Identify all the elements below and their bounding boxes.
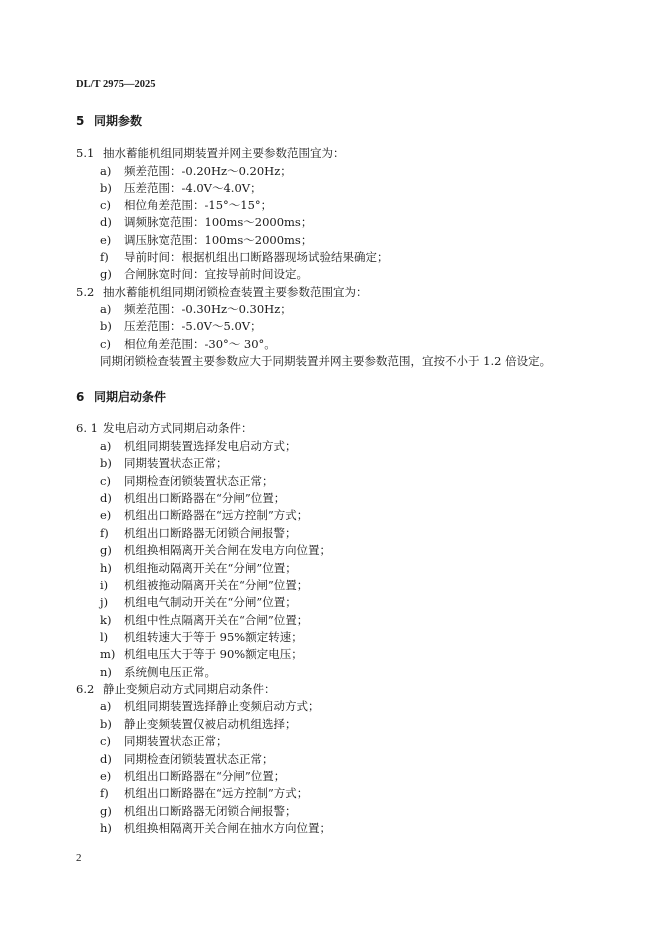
- item-label: b): [100, 319, 112, 333]
- item-text: 机组出口断路器在“远方控制”方式；: [124, 786, 309, 800]
- item-text: 导前时间：根据机组出口断路器现场试验结果确定；: [124, 250, 389, 264]
- list-item: [100, 698, 320, 715]
- document-code: DL/T 2975—2025: [76, 79, 156, 90]
- list-item: [100, 751, 274, 768]
- item-text: 系统侧电压正常。: [124, 665, 216, 679]
- item-label: h): [100, 561, 112, 575]
- list-item: [100, 336, 276, 353]
- item-text: 机组同期装置选择发电启动方式；: [124, 439, 297, 453]
- list-item: [100, 594, 297, 611]
- list-item: [100, 646, 303, 663]
- section-5-heading: [76, 112, 142, 129]
- list-item: [100, 733, 228, 750]
- item-text: 机组中性点隔离开关在“合闸”位置；: [124, 613, 309, 627]
- section-title: 同期参数: [94, 114, 143, 128]
- clause-text: 抽水蓄能机组同期闭锁检查装置主要参数范围宜为：: [103, 285, 368, 299]
- list-item: [100, 560, 297, 577]
- clause-text: 抽水蓄能机组同期装置并网主要参数范围宜为：: [103, 146, 345, 160]
- item-text: 同期检查闭锁装置状态正常；: [124, 474, 274, 488]
- item-label: c): [100, 337, 111, 351]
- item-text: 机组拖动隔离开关在“分闸”位置；: [124, 561, 297, 575]
- list-item: [100, 249, 389, 266]
- clause-number: 5.2: [76, 285, 95, 299]
- item-label: b): [100, 717, 112, 731]
- item-text: 频差范围：-0.20Hz～0.20Hz；: [124, 164, 292, 178]
- section-number: 5: [76, 114, 85, 128]
- item-text: 合闸脉宽时间：宜按导前时间设定。: [124, 267, 308, 281]
- list-item: [100, 180, 262, 197]
- clause-6-2: [76, 681, 276, 698]
- item-label: f): [100, 526, 109, 540]
- list-item: [100, 455, 228, 472]
- clause-text: 静止变频启动方式同期启动条件：: [103, 682, 276, 696]
- item-text: 机组出口断路器在“远方控制”方式；: [124, 508, 309, 522]
- item-label: a): [100, 164, 112, 178]
- item-label: e): [100, 769, 112, 783]
- list-item: [100, 490, 285, 507]
- item-label: i): [100, 578, 109, 592]
- section-6-heading: [76, 388, 166, 405]
- list-item: [100, 785, 308, 802]
- list-item: [100, 507, 308, 524]
- list-item: [100, 629, 303, 646]
- item-label: e): [100, 233, 112, 247]
- item-text: 同期装置状态正常；: [124, 456, 228, 470]
- item-label: h): [100, 821, 112, 835]
- list-item: [100, 197, 272, 214]
- item-label: g): [100, 267, 112, 281]
- item-label: d): [100, 752, 112, 766]
- list-item: [100, 525, 297, 542]
- clause-text: 发电启动方式同期启动条件：: [103, 421, 253, 435]
- clause-5-2: [76, 284, 368, 301]
- item-label: c): [100, 734, 111, 748]
- item-text: 机组同期装置选择静止变频启动方式；: [124, 699, 320, 713]
- item-text: 机组被拖动隔离开关在“分闸”位置；: [124, 578, 309, 592]
- list-item: [100, 768, 285, 785]
- item-label: e): [100, 508, 112, 522]
- list-item: [100, 163, 292, 180]
- item-label: f): [100, 786, 109, 800]
- item-text: 压差范围：-5.0V～5.0V；: [124, 319, 262, 333]
- item-text: 同期装置状态正常；: [124, 734, 228, 748]
- item-label: n): [100, 665, 112, 679]
- clause-5-1: [76, 145, 345, 162]
- list-item: [100, 214, 312, 231]
- item-label: f): [100, 250, 109, 264]
- item-text: 机组换相隔离开关合闸在抽水方向位置；: [124, 821, 331, 835]
- item-label: a): [100, 439, 112, 453]
- clause-number: 6.2: [76, 682, 95, 696]
- clause-6-1: [76, 420, 253, 437]
- item-label: a): [100, 699, 112, 713]
- item-text: 机组出口断路器在“分闸”位置；: [124, 769, 286, 783]
- item-label: c): [100, 474, 111, 488]
- item-label: d): [100, 491, 112, 505]
- item-label: k): [100, 613, 112, 627]
- item-text: 同期检查闭锁装置状态正常；: [124, 752, 274, 766]
- item-label: g): [100, 543, 112, 557]
- item-label: b): [100, 456, 112, 470]
- section-number: 6: [76, 390, 85, 404]
- list-item: [100, 612, 308, 629]
- item-label: g): [100, 804, 112, 818]
- item-text: 机组转速大于等于 95%额定转速；: [124, 630, 303, 644]
- list-item: [100, 473, 274, 490]
- list-item: [100, 266, 308, 283]
- item-text: 机组出口断路器无闭锁合闸报警；: [124, 804, 297, 818]
- item-label: j): [100, 595, 109, 609]
- item-label: d): [100, 215, 112, 229]
- item-text: 频差范围：-0.30Hz～0.30Hz；: [124, 302, 292, 316]
- item-text: 机组出口断路器在“分闸”位置；: [124, 491, 286, 505]
- item-text: 机组换相隔离开关合闸在发电方向位置；: [124, 543, 331, 557]
- section-title: 同期启动条件: [94, 390, 167, 404]
- item-text: 静止变频装置仅被启动机组选择；: [124, 717, 297, 731]
- page-number: 2: [76, 852, 82, 864]
- item-text: 机组电气制动开关在“分闸”位置；: [124, 595, 297, 609]
- item-text: 调压脉宽范围：100ms～2000ms；: [124, 233, 313, 247]
- list-item: [100, 301, 292, 318]
- item-text: 调频脉宽范围：100ms～2000ms；: [124, 215, 313, 229]
- item-label: l): [100, 630, 109, 644]
- item-text: 相位角差范围：-30°～ 30°。: [124, 337, 276, 351]
- list-item: [100, 716, 297, 733]
- item-label: b): [100, 181, 112, 195]
- item-label: m): [100, 647, 116, 661]
- list-item: [100, 232, 312, 249]
- item-text: 机组出口断路器无闭锁合闸报警；: [124, 526, 297, 540]
- item-text: 相位角差范围：-15°～15°；: [124, 198, 273, 212]
- item-text: 机组电压大于等于 90%额定电压；: [124, 647, 303, 661]
- item-label: a): [100, 302, 112, 316]
- item-text: 压差范围：-4.0V～4.0V；: [124, 181, 262, 195]
- list-item: [100, 438, 297, 455]
- list-item: [100, 577, 308, 594]
- list-item: [100, 542, 331, 559]
- list-item: [100, 803, 297, 820]
- item-label: c): [100, 198, 111, 212]
- list-item: [100, 820, 331, 837]
- clause-number: 6. 1: [76, 421, 98, 435]
- list-item: [100, 318, 262, 335]
- clause-number: 5.1: [76, 146, 95, 160]
- clause-note: 同期闭锁检查装置主要参数应大于同期装置并网主要参数范围，宜按不小于 1.2 倍设定。: [100, 354, 552, 368]
- list-item: [100, 664, 216, 681]
